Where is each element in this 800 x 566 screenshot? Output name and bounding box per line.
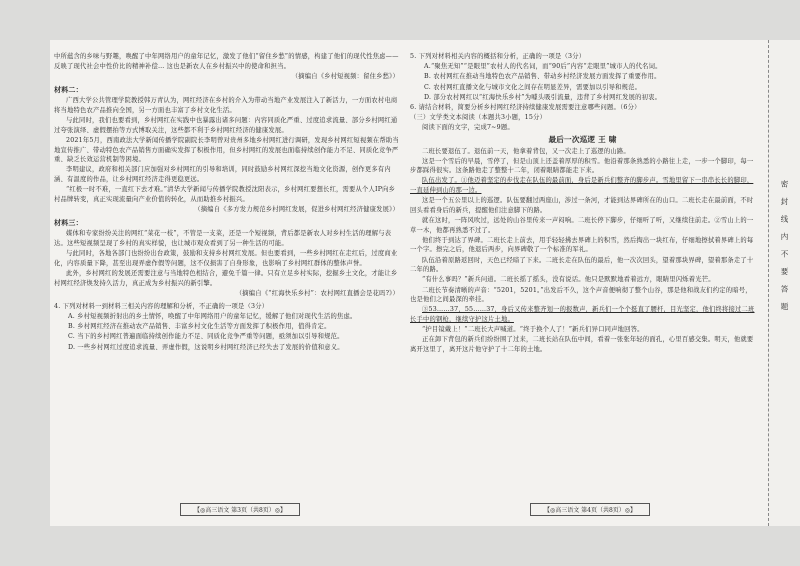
intro-paragraph: 中所蕴含的乡味与野趣，唤醒了中年网络用户的童年记忆，激发了他们“留住乡愁”的情感，构建了他们的现代性焦虑——反映了现代社会中性价比的精神补偿… 这也是新农人在乡村振兴中的使命和担当。 [54,53,399,70]
material-3-heading: 材料三： [54,217,83,227]
source-note-2: （摘编自《多方发力规范乡村网红发展，促进乡村网红经济健康发展》） [194,206,399,214]
material-2-paragraph: 与此同时，我们也要看到，乡村网红在实践中也暴露出诸多问题：内容同质化严重、过度追求流量、部分乡村网红通过夸张演绎、虚假摆拍等方式博取关注，这些都不利于乡村网红经济的健康发展。 [54,117,398,134]
question-5-option-b: B. 农村网红在推动当地特色农产品销售、带动乡村经济发展方面发挥了重要作用。 [424,73,661,81]
section-3-heading: （三）文学类文本阅读（本题共3小题，15分） [410,114,547,122]
question-4-option-b: B. 乡村网红经济在推动农产品销售、丰富乡村文化生活等方面发挥了积极作用，值得肯定。 [68,323,331,331]
exam-sheet [50,40,768,526]
reading-instruction: 阅读下面的文字，完成7~9题。 [422,124,514,132]
source-note-3: （摘编自《“红海快乐乡村”：农村网红直播会是花吗?》） [235,290,399,298]
question-4-option-d: D. 一些乡村网红过度追求流量、弄虚作假，这说明乡村网红经济已经失去了发展的价值和意义。 [68,343,344,351]
material-2-paragraph: “红极一时不难，一直红下去才难。”清华大学新闻与传播学院教授沈阳表示，乡村网红要想长红，需要从个人IP向乡村品牌转变，真正实现流量向产业价值的转化，从而助推乡村振兴。 [54,186,396,203]
story-paragraph: 队伍沿着原路返回时，天色已经暗了下来。二班长走在队伍的最后，他一次次回头，望着那块界碑，望着那条走了十二年的路。 [410,256,754,274]
material-2-paragraph: 2021年5月，西南政法大学新闻传播学院副院长李明曾对贵州多地乡村网红进行调研，发现乡村网红短视频在帮助当地宣传推广、带动特色农产品销售方面确实发挥了积极作用，但乡村网红的发展也面临持续创作能力不足、同质化竞争严重、缺乏长效运营机制等困境。 [54,136,399,164]
story-paragraph: 正在卸下背包的新兵们纷纷围了过来，二班长站在队伍中间，看着一张张年轻的面孔，心里百感交集。明天，他就要离开这里了，离开这片他守护了十二年的土地。 [410,336,754,353]
material-3-paragraph: 媒体和专家纷纷关注的网红“菜花一枝”，不管是一支菜，还是一个短视频，背后都是新农人对乡村生活的理解与表达。这些短视频呈现了乡村的真实样貌，也让城市观众看到了另一种生活的可能。 [54,230,392,248]
question-4-option-c: C. 当下的乡村网红普遍面临持续创作能力不足、同质化竞争严重等问题，亟须加以引导和规范。 [68,333,344,341]
question-5-option-a: A.“聚焦无知”“是眼里”农村人的代名词，而“90后”内容“走眼里”城市人的代名词。 [424,63,662,71]
binding-margin [768,40,800,526]
story-paragraph: “有什么事吗？”新兵问道。二班长摇了摇头，没有说话。他只是默默地看着远方，眼睛里闪烁着光芒。 [422,276,715,284]
story-paragraph: 他们终于到达了界碑。二班长走上前去，用手轻轻拂去界碑上的积雪，然后掏出一块红布，仔细地擦拭着界碑上的每一个字。擦完之后，他退后两步，向界碑敬了一个标准的军礼。 [410,236,754,254]
right-page-column [410,52,755,355]
question-5-option-d: D. 部分农村网红以“红海快乐乡村”为噱头吸引流量，违背了乡村网红发展的初衷。 [424,93,662,101]
story-paragraph: 这是一个五公里以上的巡逻。队伍要翻过两座山，涉过一条河，才能到达界碑所在的山口。二班长走在最前面，不时回头看看身后的新兵，提醒他们注意脚下的路。 [410,197,754,214]
story-paragraph: 二班长节奏清晰的声音：“5201，5201。”出发后不久，这个声音便响彻了整个山谷，那是他和战友们约定的暗号，也是他们之间最深的牵挂。 [410,286,752,304]
story-paragraph: ③53……37，55……37，身后又传来整齐划一的报数声，新兵们一个个挺直了腰杆，目光坚定，他们终将接过二班长手中的钢枪，继续守护这片土地。 [410,306,755,323]
material-2-paragraph: 李明建议，政府和相关部门应加强对乡村网红的引导和培训，同时鼓励乡村网红深挖当地文化资源，创作更多有内涵、有温度的作品，让乡村网红经济走得更稳更远。 [54,166,391,183]
left-page-column [54,52,399,353]
material-3-paragraph: 与此同时，各地各部门也纷纷出台政策，鼓励和支持乡村网红发展。但也要看到，一些乡村网红在走红后，过度商业化，内容质量下降，甚至出现弄虚作假等问题，这不仅损害了自身形象，也影响了乡村网红群体的整体声誉。 [54,250,398,267]
page-footer-left: 【◎高三语文 第3页（共8页）◎】 [180,503,300,516]
story-paragraph: 队伍出发了。①他迈着坚定的步伐走在队伍的最前面，身后是新兵们整齐的脚步声。雪地里留下一串串长长的脚印，一直延伸到山的那一边。 [410,177,754,195]
question-5-option-c: C. 农村网红直播文化与城市文化之间存在明显差异，需要加以引导和规范。 [424,83,642,91]
story-paragraph: “护目镜戴上！”二班长大声喊道。“终于换个人了！”新兵们异口同声地回答。 [422,326,644,334]
question-4: 4. 下列对材料一到材料三相关内容的理解和分析，不正确的一项是（3分） [54,302,269,310]
question-4-option-a: A. 乡村短视频折射出的乡土情怀，唤醒了中年网络用户的童年记忆，缓解了他们对现代生活的焦虑。 [68,313,357,320]
material-2-heading: 材料二： [54,84,83,94]
source-note-1: （摘编自《乡村短视频：留住乡愁》） [291,73,399,81]
material-3-paragraph: 此外，乡村网红的发展还需要注意与当地特色相结合，避免千篇一律。只有立足乡村实际，挖掘乡土文化，才能让乡村网红经济焕发持久活力，真正成为乡村振兴的新引擎。 [54,270,398,287]
binding-warning-text: 密封线内不要答题 [780,180,789,320]
story-paragraph: 就在这时，一阵风吹过，远处的山谷里传来一声闷响。二班长停下脚步，仔细听了听，又继续往前走。②雪山上的一草一木，他都再熟悉不过了。 [410,217,754,234]
story-paragraph: 二班长要退伍了。退伍前一天，他拿着背包，又一次走上了巡逻的山路。 [422,147,630,155]
story-title: 最后一次巡逻 王 啸 [548,134,617,144]
story-paragraph: 这是一个雪后的早晨，雪停了，但是山顶上还盖着厚厚的积雪。他沿着那条熟悉的小路往上走，一步一个脚印，每一步都踩得很实。这条路他走了整整十二年，闭着眼睛都能走下来。 [410,157,754,175]
material-2-paragraph: 广西大学公共管理学院教授韩万青认为，网红经济在乡村的介入为带动当地产业发展注入了新活力，一方面农村电商将当地特色农产品推向全国，另一方面也丰富了乡村文化生活。 [54,97,398,114]
question-6: 6. 请结合材料，简要分析乡村网红经济持续健康发展需要注意哪些问题。（6分） [410,103,641,111]
question-5: 5. 下列对材料相关内容的概括和分析，正确的一项是（3分） [410,53,586,60]
page-footer-right: 【◎高三语文 第4页（共8页）◎】 [530,503,650,516]
